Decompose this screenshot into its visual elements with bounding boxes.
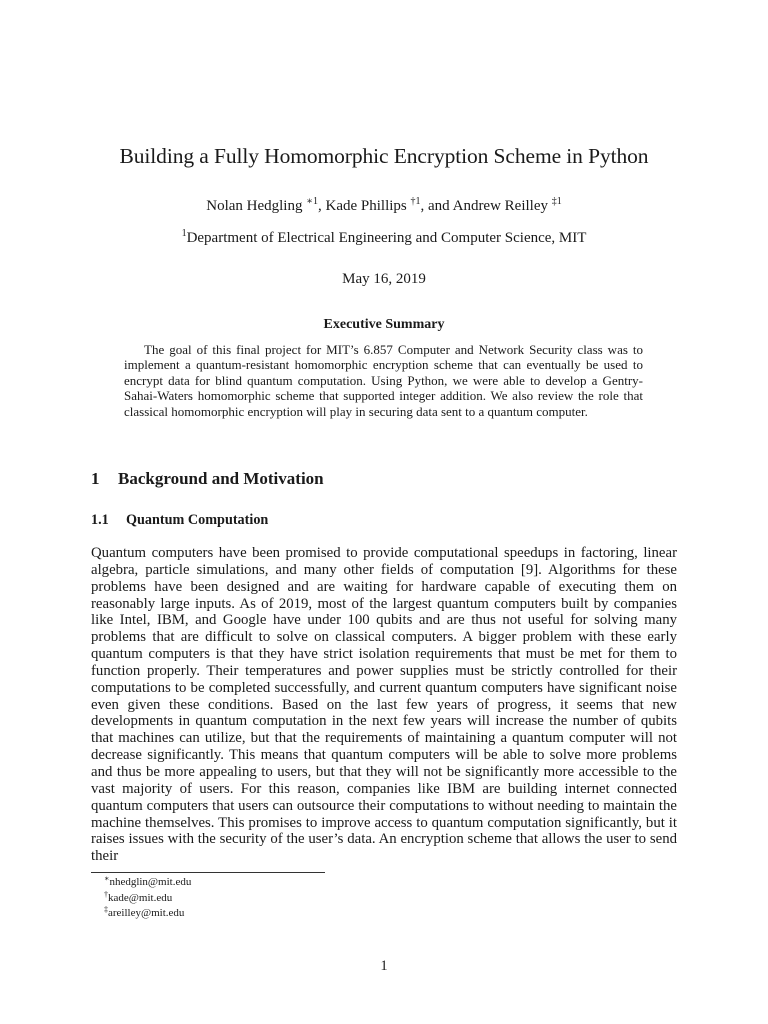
author-name: Andrew Reilley [452,198,548,214]
author-mark: ∗1 [306,196,319,207]
subsection-number: 1.1 [91,512,109,528]
executive-summary-text: The goal of this final project for MIT’s 6.857 Computer and Network Security class was to implement a quantum-resistant homomorphic encryption scheme that can eventually be used to encrypt data for blind quantum computation. Using Python, we were able to develop a Gentry-Sahai-Waters homomorphic scheme that supported integer addition. We also review the role that classical homomorphic encryption will play in securing data sent to a quantum computer. [124,342,643,419]
footnotes [104,875,191,922]
paper-date: May 16, 2019 [342,271,426,287]
footnote-email: areilley@mit.edu [108,907,185,919]
author-list [0,198,768,215]
body-paragraph: Quantum computers have been promised to provide computational speedups in factoring, linear algebra, particle simulations, and many other fields of computation [9]. Algorithms for these problems have been designed and are waiting for hardware capable of executing them on reasonably large inputs. As of 2019, most of the largest quantum computers built by companies like Intel, IBM, and Google have under 100 qubits and are thus not useful for solving many problems that are difficult to solve on classical computers. A bigger problem with these early quantum computers is that they have strict isolation requirements that must be met for them to function properly. Their temperatures and power supplies must be strictly controlled for their computations to be completed successfully, and current quantum computers have significant noise even given these conditions. Based on the last few years of progress, it seems that new developments in quantum computation in the next few years will increase the number of qubits that machines can utilize, but that the requirements of maintaining a quantum computer will not decrease significantly. This means that quantum computers will be able to solve more problems and thus be more appealing to users, but that they will not be significantly more accessible to the vast majority of users. For this reason, companies like IBM are building internet connected quantum computers that users can outsource their computations to without needing to maintain the machine themselves. This promises to improve access to quantum computation significantly, but it raises issues with the security of the user’s data. An encryption scheme that allows the user to send their [91,545,677,865]
author-mark: †1 [410,196,421,207]
author-mark: ‡1 [551,196,562,207]
section-number: 1 [91,469,100,488]
footnote-mark: ∗ [104,874,110,883]
affiliation [0,230,768,247]
subsection-heading [91,512,268,529]
affiliation-mark: 1 [181,228,187,239]
footnote-mark: ‡ [104,905,108,914]
affiliation-text: Department of Electrical Engineering and Computer Science, MIT [186,230,587,246]
footnote [104,891,191,907]
footnote [104,906,191,922]
author-name: Nolan Hedgling [206,198,303,214]
footnote-divider [91,872,325,873]
footnote-email: nhedglin@mit.edu [109,876,192,888]
footnote [104,875,191,891]
section-title: Background and Motivation [118,469,324,488]
subsection-title: Quantum Computation [126,512,269,528]
author-separator: , and [420,198,453,214]
footnote-mark: † [104,889,108,899]
footnote-email: kade@mit.edu [108,891,173,904]
author-name: Kade Phillips [325,198,407,214]
page-number: 1 [380,958,388,974]
author-separator: , [318,198,326,214]
section-heading [91,469,324,489]
paper-title: Building a Fully Homomorphic Encryption Scheme in Python [119,144,649,168]
executive-summary-heading: Executive Summary [323,317,445,332]
